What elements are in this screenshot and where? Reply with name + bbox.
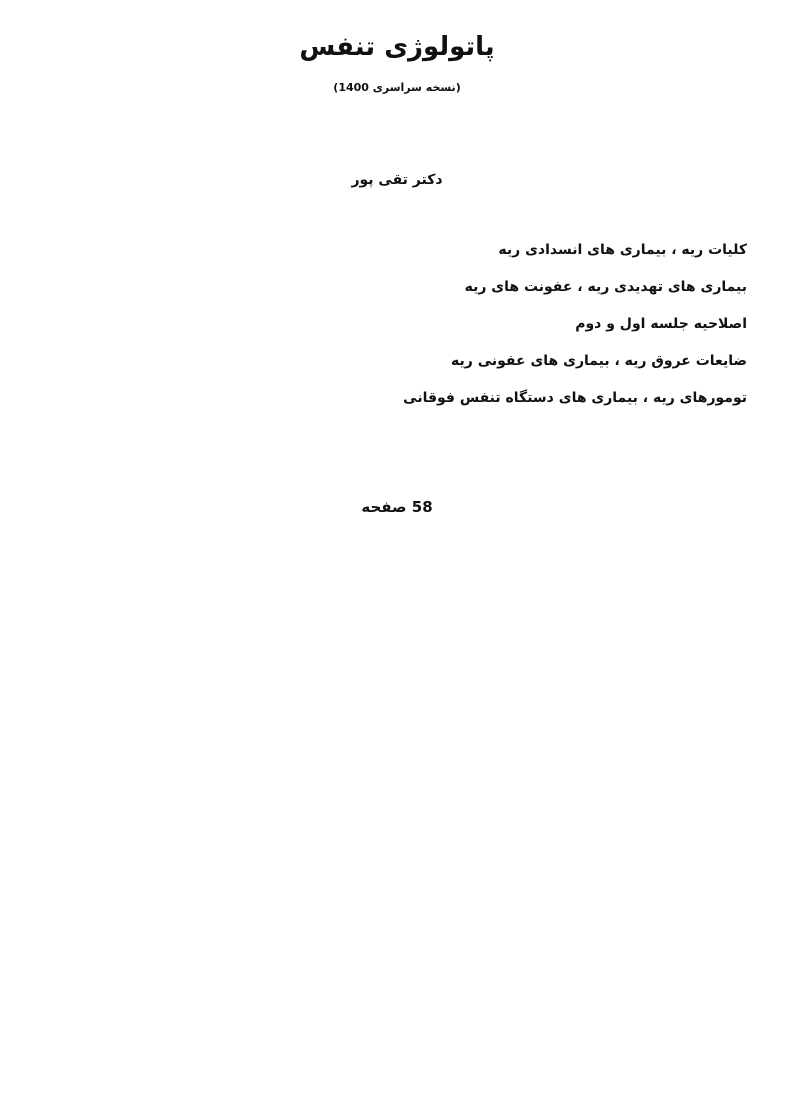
author-name: دکتر تقی پور bbox=[351, 172, 443, 188]
document-subtitle: (نسخه سراسری 1400) bbox=[333, 81, 461, 94]
topic-item: ضایعات عروق ریه ، بیماری های عفونی ریه bbox=[451, 353, 747, 369]
page-count: 58 صفحه bbox=[361, 498, 433, 516]
document-title: پاتولوژی تنفس bbox=[299, 32, 495, 62]
topic-item: بیماری های تهدیدی ریه ، عفونت های ریه bbox=[464, 279, 747, 295]
topics-list bbox=[227, 240, 747, 425]
topic-item: کلیات ریه ، بیماری های انسدادی ریه bbox=[498, 242, 747, 258]
topic-item: اصلاحیه جلسه اول و دوم bbox=[575, 316, 747, 332]
topic-item: تومورهای ریه ، بیماری های دستگاه تنفس فوقانی bbox=[403, 390, 747, 406]
